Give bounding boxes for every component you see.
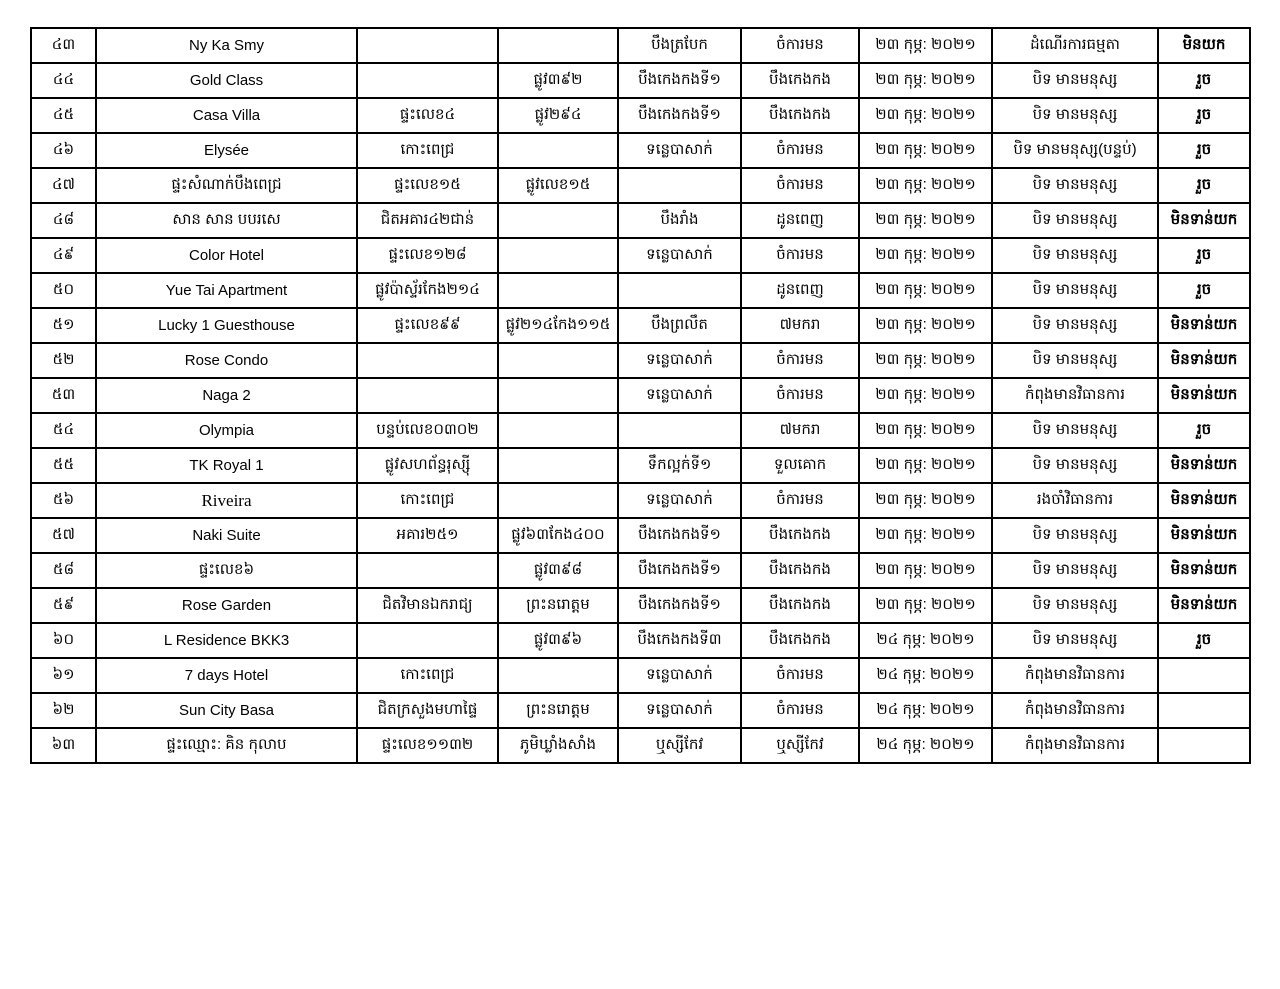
sangkat-cell [618,168,741,203]
no-cell: ៦៣ [31,728,96,763]
address2-cell [498,238,618,273]
khan-cell: ដូនពេញ [741,203,859,238]
name-cell: ផ្ទះលេខ៦ [96,553,357,588]
establishments-table [30,27,1251,764]
table-row [31,98,1250,133]
sangkat-cell: ទឹកល្អក់ទី១ [618,448,741,483]
status-cell: បិទ មានមនុស្ស [992,343,1158,378]
result-cell: មិនទាន់យក [1158,448,1250,483]
address2-cell [498,273,618,308]
khan-cell: ៧មករា [741,413,859,448]
khan-cell: ចំការមន [741,28,859,63]
khan-cell: បឹងកេងកង [741,518,859,553]
result-cell: រួច [1158,413,1250,448]
address2-cell [498,378,618,413]
table-row [31,168,1250,203]
address2-cell: ផ្លូវ៣៩២ [498,63,618,98]
table-row [31,378,1250,413]
table-row [31,693,1250,728]
khan-cell: ចំការមន [741,343,859,378]
name-cell: Sun City Basa [96,693,357,728]
result-cell: មិនទាន់យក [1158,588,1250,623]
address1-cell: កោះពេជ្រ [357,483,498,518]
sangkat-cell [618,273,741,308]
no-cell: ៥៦ [31,483,96,518]
date-cell: ២៣ កុម្ភ: ២០២១ [859,203,992,238]
name-cell: Rose Condo [96,343,357,378]
sangkat-cell: ទន្លេបាសាក់ [618,658,741,693]
name-cell: Color Hotel [96,238,357,273]
sangkat-cell: ទន្លេបាសាក់ [618,378,741,413]
date-cell: ២៣ កុម្ភ: ២០២១ [859,308,992,343]
address1-cell: ជិតក្រសួងមហាផ្ទៃ [357,693,498,728]
name-cell: Casa Villa [96,98,357,133]
address2-cell: ព្រះនរោត្តម [498,588,618,623]
table-row [31,658,1250,693]
address2-cell [498,133,618,168]
khan-cell: ទួលគោក [741,448,859,483]
status-cell: បិទ មានមនុស្ស [992,448,1158,483]
result-cell: រួច [1158,133,1250,168]
date-cell: ២៣ កុម្ភ: ២០២១ [859,98,992,133]
result-cell: មិនទាន់យក [1158,518,1250,553]
no-cell: ៥០ [31,273,96,308]
table-row [31,588,1250,623]
address2-cell: ផ្លូវ២១៤កែង១១៥ [498,308,618,343]
sangkat-cell: ទន្លេបាសាក់ [618,133,741,168]
status-cell: បិទ មានមនុស្ស [992,518,1158,553]
no-cell: ៤៥ [31,98,96,133]
date-cell: ២៣ កុម្ភ: ២០២១ [859,273,992,308]
result-cell: រួច [1158,238,1250,273]
name-cell: ផ្ទះឈ្មោះ: គិន កុលាប [96,728,357,763]
address1-cell: ផ្ទះលេខ៤ [357,98,498,133]
date-cell: ២៣ កុម្ភ: ២០២១ [859,28,992,63]
address1-cell: ផ្ទះលេខ១៥ [357,168,498,203]
table-row [31,448,1250,483]
khan-cell: បឹងកេងកង [741,553,859,588]
no-cell: ៥៧ [31,518,96,553]
khan-cell: បឹងកេងកង [741,623,859,658]
no-cell: ៥៣ [31,378,96,413]
address1-cell: ផ្ទះលេខ១២៨ [357,238,498,273]
table-row [31,63,1250,98]
table-row [31,28,1250,63]
sangkat-cell: បឹងកេងកងទី១ [618,63,741,98]
result-cell [1158,658,1250,693]
date-cell: ២៣ កុម្ភ: ២០២១ [859,483,992,518]
table-row [31,203,1250,238]
no-cell: ៤៧ [31,168,96,203]
date-cell: ២៣ កុម្ភ: ២០២១ [859,63,992,98]
status-cell: ដំណើរការធម្មតា [992,28,1158,63]
no-cell: ៤៤ [31,63,96,98]
name-cell: L Residence BKK3 [96,623,357,658]
address2-cell: ផ្លូវ៦៣កែង៤០០ [498,518,618,553]
result-cell: មិនទាន់យក [1158,203,1250,238]
no-cell: ៥២ [31,343,96,378]
address1-cell [357,553,498,588]
address1-cell: ជិតវិមានឯករាជ្យ [357,588,498,623]
no-cell: ៤៣ [31,28,96,63]
result-cell: រួច [1158,63,1250,98]
khan-cell: ចំការមន [741,378,859,413]
address1-cell: កោះពេជ្រ [357,658,498,693]
no-cell: ៤៨ [31,203,96,238]
table-row [31,728,1250,763]
no-cell: ៥១ [31,308,96,343]
address1-cell: បន្ទប់លេខ០៣០២ [357,413,498,448]
table-row [31,518,1250,553]
address2-cell [498,658,618,693]
khan-cell: បឹងកេងកង [741,98,859,133]
status-cell: បិទ មានមនុស្ស [992,168,1158,203]
address1-cell [357,623,498,658]
status-cell: កំពុងមានវិធានការ [992,728,1158,763]
table-row [31,273,1250,308]
address1-cell: ផ្លូវប៉ាស្ទ័រកែង២១៤ [357,273,498,308]
khan-cell: ចំការមន [741,483,859,518]
sangkat-cell: ទន្លេបាសាក់ [618,693,741,728]
name-cell: Olympia [96,413,357,448]
address2-cell: ផ្លូវលេខ១៥ [498,168,618,203]
table-row [31,238,1250,273]
khan-cell: បឹងកេងកង [741,63,859,98]
sangkat-cell: បឹងត្របែក [618,28,741,63]
status-cell: បិទ មានមនុស្ស [992,588,1158,623]
result-cell: រួច [1158,623,1250,658]
date-cell: ២៣ កុម្ភ: ២០២១ [859,413,992,448]
result-cell: មិនយក [1158,28,1250,63]
table-row [31,308,1250,343]
status-cell: បិទ មានមនុស្ស [992,553,1158,588]
sangkat-cell: បឹងកេងកងទី១ [618,553,741,588]
no-cell: ៤៦ [31,133,96,168]
result-cell: មិនទាន់យក [1158,343,1250,378]
khan-cell: ចំការមន [741,168,859,203]
result-cell [1158,728,1250,763]
result-cell: មិនទាន់យក [1158,378,1250,413]
status-cell: បិទ មានមនុស្ស [992,63,1158,98]
address1-cell: ផ្លូវសហព័ន្ធរុស្ស៊ី [357,448,498,483]
name-cell: Rose Garden [96,588,357,623]
name-cell: Naki Suite [96,518,357,553]
address1-cell: ផ្ទះលេខ៩៩ [357,308,498,343]
status-cell: កំពុងមានវិធានការ [992,693,1158,728]
status-cell: បិទ មានមនុស្ស [992,273,1158,308]
date-cell: ២៣ កុម្ភ: ២០២១ [859,238,992,273]
address1-cell [357,63,498,98]
khan-cell: ចំការមន [741,693,859,728]
date-cell: ២៣ កុម្ភ: ២០២១ [859,553,992,588]
status-cell: បិទ មានមនុស្ស [992,413,1158,448]
khan-cell: ចំការមន [741,238,859,273]
no-cell: ៥៩ [31,588,96,623]
address1-cell [357,343,498,378]
name-cell: Gold Class [96,63,357,98]
status-cell: បិទ មានមនុស្ស [992,623,1158,658]
date-cell: ២៤ កុម្ភ: ២០២១ [859,728,992,763]
address1-cell: កោះពេជ្រ [357,133,498,168]
result-cell: មិនទាន់យក [1158,308,1250,343]
table-row [31,553,1250,588]
no-cell: ៥៥ [31,448,96,483]
date-cell: ២៣ កុម្ភ: ២០២១ [859,168,992,203]
address1-cell: ផ្ទះលេខ១១៣២ [357,728,498,763]
date-cell: ២៣ កុម្ភ: ២០២១ [859,448,992,483]
sangkat-cell: បឹងកេងកងទី១ [618,98,741,133]
khan-cell: បឹងកេងកង [741,588,859,623]
address2-cell [498,203,618,238]
date-cell: ២៣ កុម្ភ: ២០២១ [859,588,992,623]
status-cell: បិទ មានមនុស្ស [992,203,1158,238]
table-body [31,28,1250,763]
khan-cell: ចំការមន [741,658,859,693]
address2-cell: ផ្លូវ៣៩៦ [498,623,618,658]
no-cell: ៥៨ [31,553,96,588]
result-cell: រួច [1158,168,1250,203]
name-cell: Yue Tai Apartment [96,273,357,308]
table-row [31,623,1250,658]
no-cell: ៦២ [31,693,96,728]
table-row [31,133,1250,168]
sangkat-cell: បឹងកេងកងទី៣ [618,623,741,658]
sangkat-cell: បឹងរាំង [618,203,741,238]
date-cell: ២៤ កុម្ភ: ២០២១ [859,658,992,693]
date-cell: ២៣ កុម្ភ: ២០២១ [859,133,992,168]
date-cell: ២៣ កុម្ភ: ២០២១ [859,518,992,553]
result-cell: មិនទាន់យក [1158,483,1250,518]
address2-cell [498,413,618,448]
result-cell [1158,693,1250,728]
sangkat-cell: បឹងព្រលឹត [618,308,741,343]
address2-cell [498,483,618,518]
date-cell: ២៤ កុម្ភ: ២០២១ [859,623,992,658]
table-row [31,343,1250,378]
no-cell: ៦១ [31,658,96,693]
sangkat-cell: បឹងកេងកងទី១ [618,588,741,623]
result-cell: រួច [1158,98,1250,133]
khan-cell: ឬស្សីកែវ [741,728,859,763]
date-cell: ២៣ កុម្ភ: ២០២១ [859,343,992,378]
status-cell: រងចាំវិធានការ [992,483,1158,518]
result-cell: រួច [1158,273,1250,308]
status-cell: កំពុងមានវិធានការ [992,378,1158,413]
date-cell: ២៣ កុម្ភ: ២០២១ [859,378,992,413]
name-cell: Riveira [96,483,357,518]
address2-cell [498,28,618,63]
khan-cell: ដូនពេញ [741,273,859,308]
address2-cell [498,448,618,483]
no-cell: ៥៤ [31,413,96,448]
status-cell: បិទ មានមនុស្ស [992,98,1158,133]
name-cell: Lucky 1 Guesthouse [96,308,357,343]
status-cell: បិទ មានមនុស្ស [992,308,1158,343]
name-cell: សាន សាន បបរសេ [96,203,357,238]
status-cell: កំពុងមានវិធានការ [992,658,1158,693]
address2-cell: ផ្លូវ៣៩៨ [498,553,618,588]
address1-cell [357,28,498,63]
sangkat-cell: ទន្លេបាសាក់ [618,343,741,378]
name-cell: 7 days Hotel [96,658,357,693]
sangkat-cell: ឬស្សីកែវ [618,728,741,763]
name-cell: Elysée [96,133,357,168]
address2-cell: ភូមិឃ្លាំងសាំង [498,728,618,763]
table-row [31,413,1250,448]
no-cell: ៦០ [31,623,96,658]
sangkat-cell: បឹងកេងកងទី១ [618,518,741,553]
name-cell: Ny Ka Smy [96,28,357,63]
address2-cell: ផ្លូវ២៩៤ [498,98,618,133]
address1-cell: ជិតអគារ៤២ជាន់ [357,203,498,238]
address1-cell [357,378,498,413]
no-cell: ៤៩ [31,238,96,273]
date-cell: ២៤ កុម្ភ: ២០២១ [859,693,992,728]
name-cell: ផ្ទះសំណាក់បឹងពេជ្រ [96,168,357,203]
status-cell: បិទ មានមនុស្ស [992,238,1158,273]
address2-cell [498,343,618,378]
sangkat-cell: ទន្លេបាសាក់ [618,238,741,273]
table-row [31,483,1250,518]
name-cell: Naga 2 [96,378,357,413]
khan-cell: ចំការមន [741,133,859,168]
address1-cell: អគារ២៥១ [357,518,498,553]
khan-cell: ៧មករា [741,308,859,343]
sangkat-cell [618,413,741,448]
name-cell: TK Royal 1 [96,448,357,483]
address2-cell: ព្រះនរោត្តម [498,693,618,728]
sangkat-cell: ទន្លេបាសាក់ [618,483,741,518]
result-cell: មិនទាន់យក [1158,553,1250,588]
status-cell: បិទ មានមនុស្ស(បន្ទប់) [992,133,1158,168]
